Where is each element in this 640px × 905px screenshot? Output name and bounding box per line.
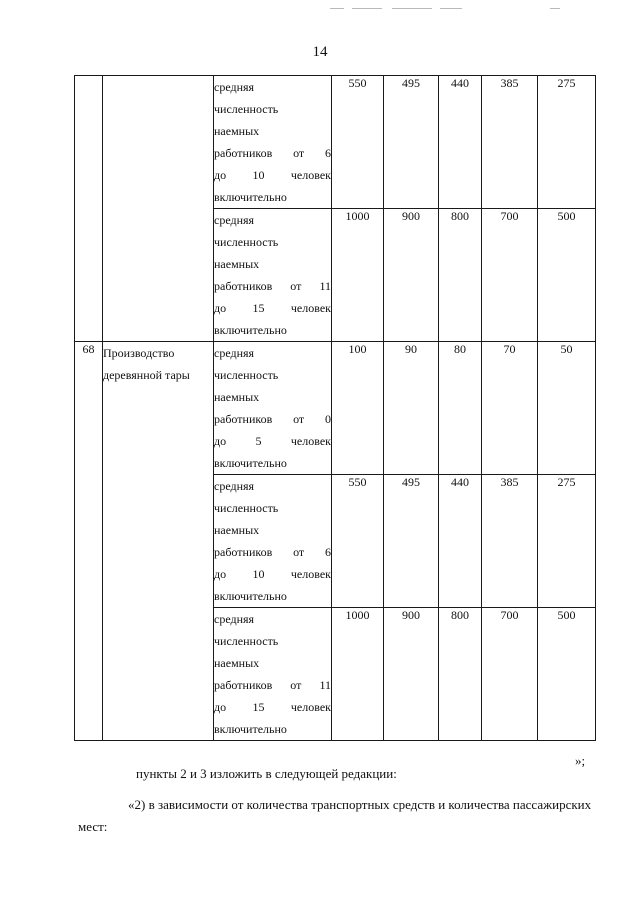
condition-line: численность [214,368,279,382]
condition-line: до 15 человек [214,301,331,315]
rate-value: 1000 [332,608,384,741]
condition-line: до 15 человек [214,700,331,714]
condition-line: включительно [214,323,287,337]
amendment-paragraph: «2) в зависимости от количества транспортных средств и количества пассажирских [128,797,592,812]
condition-line: включительно [214,456,287,470]
condition-cell [214,342,332,475]
rate-value: 500 [538,209,596,342]
condition-line: работников от 11 [214,279,331,293]
table-row [75,76,596,209]
condition-line: средняя [214,80,255,94]
activity-name-cell [103,76,214,342]
condition-line: численность [214,235,279,249]
rate-value: 900 [384,209,439,342]
page-number: 14 [312,44,328,60]
closing-quote: »; [575,753,586,768]
rate-value: 500 [538,608,596,741]
condition-line: наемных [214,390,260,404]
condition-cell [214,608,332,741]
rate-value: 550 [332,475,384,608]
condition-line: до 10 человек [214,168,331,182]
rate-value: 385 [482,76,538,209]
amendment-paragraph-continued: мест: [78,819,108,834]
rate-value: 495 [384,475,439,608]
condition-line: наемных [214,257,260,271]
condition-line: работников от 11 [214,678,331,692]
rates-table [74,75,596,741]
condition-line: работников от 6 [214,545,331,559]
rate-value: 440 [439,76,482,209]
rate-value: 1000 [332,209,384,342]
rate-value: 50 [538,342,596,475]
condition-line: средняя [214,479,255,493]
table-row [75,342,596,475]
rate-value: 495 [384,76,439,209]
condition-cell [214,475,332,608]
condition-line: до 5 человек [214,434,331,448]
rate-value: 900 [384,608,439,741]
condition-cell [214,76,332,209]
condition-line: работников от 0 [214,412,331,426]
activity-name-line: Производство [103,346,175,360]
rate-value: 275 [538,76,596,209]
rate-value: 800 [439,209,482,342]
condition-line: наемных [214,124,260,138]
condition-line: наемных [214,656,260,670]
condition-line: численность [214,634,279,648]
rate-value: 70 [482,342,538,475]
condition-line: включительно [214,722,287,736]
rate-value: 385 [482,475,538,608]
rate-value: 700 [482,209,538,342]
rate-value: 100 [332,342,384,475]
condition-line: численность [214,501,279,515]
condition-line: включительно [214,589,287,603]
condition-line: до 10 человек [214,567,331,581]
activity-number: 68 [75,342,103,741]
condition-line: средняя [214,346,255,360]
rate-value: 800 [439,608,482,741]
condition-line: работников от 6 [214,146,331,160]
activity-number-cell [75,76,103,342]
activity-name-line: деревянной тары [103,368,190,382]
scan-artifact [330,6,570,12]
rate-value: 550 [332,76,384,209]
rate-value: 440 [439,475,482,608]
rate-value: 80 [439,342,482,475]
amendment-paragraph: пункты 2 и 3 изложить в следующей редакции: [136,766,397,781]
condition-cell [214,209,332,342]
condition-line: средняя [214,612,255,626]
condition-line: наемных [214,523,260,537]
condition-line: средняя [214,213,255,227]
rate-value: 275 [538,475,596,608]
condition-line: включительно [214,190,287,204]
rate-value: 90 [384,342,439,475]
condition-line: численность [214,102,279,116]
activity-name [103,342,214,741]
rate-value: 700 [482,608,538,741]
